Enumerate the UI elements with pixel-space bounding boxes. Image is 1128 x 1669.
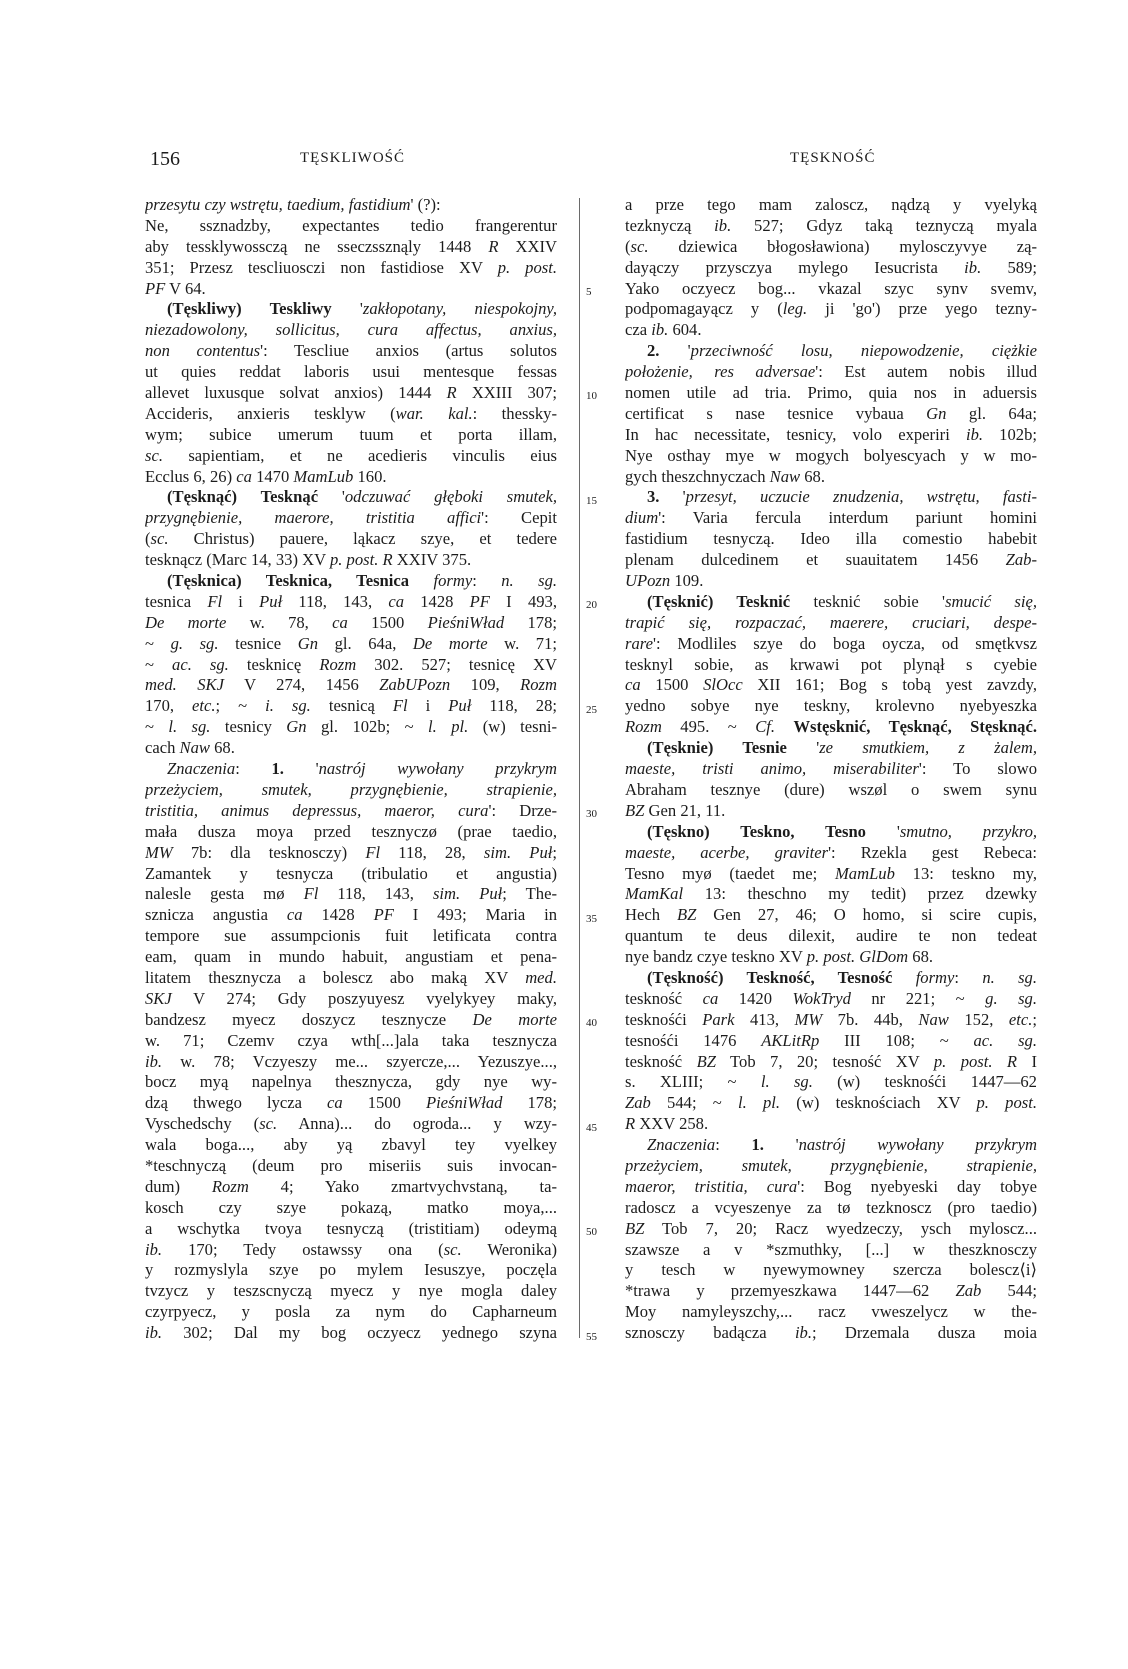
text-line: Accideris, anxieris tesklyw (war. kal.: thessky- <box>145 403 557 423</box>
text-line: maeste, acerbe, graviter': Rzekla gest Rebeca: <box>625 842 1037 862</box>
text-line: (sc. Christus) pauere, ląkacz szye, et tedere <box>145 529 557 549</box>
text-line: 2. 'przeciwność losu, niepowodzenie, ciężkie <box>647 341 1037 361</box>
text-line: non contentus': Tescliue anxios (artus solutos <box>145 341 557 361</box>
text-line: gych theszchnyczach Naw 68. <box>625 466 825 486</box>
text-line: yedno sobye nye teskny, krolevno nyebyeszka <box>625 696 1037 716</box>
text-line: quantum te deus dilexit, audire te non tedeat <box>625 926 1037 946</box>
text-line: wym; subice umerum tuum et porta illam, <box>145 424 557 444</box>
text-line: Tesno myø (taedet me; MamLub 13: teskno my, <box>625 863 1037 883</box>
text-line: tvzycz y teszscnyczą myecz y nye mogla daley <box>145 1281 557 1301</box>
text-line: czyrpyecz, y posla za nym do Capharneum <box>145 1302 557 1322</box>
text-line: szawsze a v *szmuthky, [...] w theszknosczy <box>625 1239 1037 1259</box>
text-line: Zamantek y tesnycza (tribulatio et angustia) <box>145 863 557 883</box>
text-line: fastidium tesnyczą. Ideo illa comestio habebit <box>625 529 1037 549</box>
text-line: położenie, res adversae': Est autem nobis illud <box>625 362 1037 382</box>
line-number: 30 <box>586 808 597 821</box>
text-line: BZ Gen 21, 11. <box>625 800 726 820</box>
text-line: mała dusza moya przed tesznyczø (prae taedio, <box>145 821 557 841</box>
text-line: sc. sapientiam, et ne acedieris vinculis eius <box>145 445 557 465</box>
text-line: SKJ V 274; Gdy poszyuyesz vyelykyey maky, <box>145 988 557 1008</box>
text-line: w. 71; Czemv czya wth[...]ala taka tesznycza <box>145 1030 557 1050</box>
line-number: 15 <box>586 494 597 507</box>
page-number: 156 <box>150 148 180 170</box>
line-number: 10 <box>586 390 597 403</box>
text-line: cza ib. 604. <box>625 320 702 340</box>
text-line: przesytu czy wstrętu, taedium, fastidium' (?): <box>145 195 441 214</box>
text-line: podpomagayącz y (leg. ji 'go') prze yego tezny- <box>625 299 1037 319</box>
text-line: a prze tego mam zaloscz, nądzą y vyelyką <box>625 195 1037 214</box>
right-column <box>625 195 1037 1344</box>
text-line: MamKal 13: theschno my tedit) przez dzewky <box>625 884 1037 904</box>
text-line: litatem thesznycza a bolescz abo maką XV med. <box>145 967 557 987</box>
text-line: (sc. dziewica błogosławiona) mylosczyvye zą- <box>625 236 1037 256</box>
text-line: 170, etc.; ~ i. sg. tesnicą Fl i Puł 118, 28; <box>145 696 557 716</box>
text-line: Ne, ssznadzby, expectantes tedio frangerentur <box>145 215 557 235</box>
line-number: 55 <box>586 1330 597 1343</box>
text-line: ~ l. sg. tesnicy Gn gl. 102b; ~ l. pl. (w) tesni- <box>145 717 557 737</box>
text-line: teskność BZ Tob 7, 20; tesność XV p. post. R I <box>625 1051 1037 1071</box>
text-line: tesnośći 1476 AKLitRp III 108; ~ ac. sg. <box>625 1030 1037 1050</box>
text-line: *teschnyczą (deum pro miseriis suis invocan- <box>145 1155 557 1175</box>
text-line: Znaczenia: 1. 'nastrój wywołany przykrym <box>167 759 557 779</box>
text-line: (Tęsknąć) Tesknąć 'odczuwać głęboki smutek, <box>167 487 557 507</box>
line-number: 40 <box>586 1017 597 1030</box>
text-line: aby tessklywossczą ne sseczssznąly 1448 R XXIV <box>145 236 557 256</box>
running-head-right: TĘSKNOŚĆ <box>790 150 876 166</box>
text-line: Ecclus 6, 26) ca 1470 MamLub 160. <box>145 466 387 486</box>
text-line: allevet luxusque solvat anxios) 1444 R XXIII 307; <box>145 383 557 403</box>
text-line: ~ g. sg. tesnice Gn gl. 64a, De morte w. 71; <box>145 633 557 653</box>
running-head-left: TĘSKLIWOŚĆ <box>300 150 405 166</box>
text-line: maeror, tristitia, cura': Bog nyebyeski day tobye <box>625 1176 1037 1196</box>
text-line: dum) Rozm 4; Yako zmartvychvstaną, ta- <box>145 1176 557 1196</box>
line-number: 45 <box>586 1121 597 1134</box>
text-line: rare': Modliles szye do boga oycza, od smętkvsz <box>625 633 1037 653</box>
text-line: De morte w. 78, ca 1500 PieśniWład 178; <box>145 612 557 632</box>
text-line: (Tęskno) Teskno, Tesno 'smutno, przykro, <box>647 821 1037 841</box>
text-line: Yako oczyecz bog... vkazal szyc synv svemv, <box>625 278 1037 298</box>
column-divider <box>579 198 580 1338</box>
text-line: ib. w. 78; Vczyeszy me... szyercze,... Yezuszye..., <box>145 1051 557 1071</box>
text-line: Hech BZ Gen 27, 46; O homo, si scire cupis, <box>625 905 1037 925</box>
text-line: In hac necessitate, tesnicy, volo experiri ib. 102b; <box>625 424 1037 444</box>
text-line: przeżyciem, smutek, przygnębienie, strapienie, <box>625 1155 1037 1175</box>
text-line: UPozn 109. <box>625 571 704 591</box>
text-line: med. SKJ V 274, 1456 ZabUPozn 109, Rozm <box>145 675 557 695</box>
text-line: tesnica Fl i Puł 118, 143, ca 1428 PF I 493, <box>145 591 557 611</box>
text-line: bocz myą napelnya thesznycza, gdy nye wy- <box>145 1072 557 1092</box>
text-line: *trawa y przemyeszkawa 1447—62 Zab 544; <box>625 1281 1037 1301</box>
text-line: nye bandz czye teskno XV p. post. GlDom 68. <box>625 947 934 967</box>
text-line: s. XLIII; ~ l. sg. (w) tesknośći 1447—62 <box>625 1072 1037 1092</box>
text-line: ib. 302; Dal my bog oczyecz yednego szyna <box>145 1323 557 1343</box>
text-line: MW 7b: dla tesknosczy) Fl 118, 28, sim. Puł; <box>145 842 557 862</box>
text-line: (Tęsknie) Tesnie 'ze smutkiem, z żalem, <box>647 738 1037 758</box>
text-line: ca 1500 SlOcc XII 161; Bog s tobą yest zavzdy, <box>625 675 1037 695</box>
text-line: PF V 64. <box>145 278 206 298</box>
text-line: tesknyl sobie, as krwawi pot plynął s cyebie <box>625 654 1037 674</box>
text-line: y rozmyslyla szye po mylem Iesuszye, poczęla <box>145 1260 557 1280</box>
text-line: plenam dulcedinem et suauitatem 1456 Zab- <box>625 550 1037 570</box>
text-line: Moy namyleyszchy,... racz vweszelycz w the- <box>625 1302 1037 1322</box>
text-line: 351; Przesz tescliuosczi non fastidiose XV p. post. <box>145 257 557 277</box>
text-line: certificat s nase tesnice vybaua Gn gl. 64a; <box>625 403 1037 423</box>
text-line: Nye osthay mye w mogych bolyescyach y w mo- <box>625 445 1037 465</box>
line-number: 50 <box>586 1226 597 1239</box>
line-number: 20 <box>586 599 597 612</box>
text-line: dium': Varia fercula interdum pariunt homini <box>625 508 1037 528</box>
text-line: nalesle gesta mø Fl 118, 143, sim. Puł; The- <box>145 884 557 904</box>
text-line: (Tęsknica) Tesknica, Tesnica formy: n. sg. <box>167 571 557 591</box>
text-line: trapić się, rozpaczać, maerere, cruciari, despe- <box>625 612 1037 632</box>
line-number: 35 <box>586 912 597 925</box>
text-line: (Tęskliwy) Teskliwy 'zakłopotany, niespokojny, <box>167 299 557 319</box>
text-line: wala boga..., aby yą zbavyl tey vyelkey <box>145 1135 557 1155</box>
text-line: 3. 'przesyt, uczucie znudzenia, wstrętu, fasti- <box>647 487 1037 507</box>
line-number: 25 <box>586 703 597 716</box>
text-line: tristitia, animus depressus, maeror, cura': Drze- <box>145 800 557 820</box>
text-line: radoscz a vcyeszenye za tø tezknoscz (pro taedio) <box>625 1197 1037 1217</box>
left-column <box>145 195 557 1344</box>
text-line: BZ Tob 7, 20; Racz wyedzeczy, ysch myloscz... <box>625 1218 1037 1238</box>
text-line: Vyschedschy (sc. Anna)... do ogroda... y wzy- <box>145 1114 557 1134</box>
text-line: kosch czy szye pokazą, matko moya,... <box>145 1197 557 1217</box>
text-line: przeżyciem, smutek, przygnębienie, strapienie, <box>145 779 557 799</box>
text-line: tesknośći Park 413, MW 7b. 44b, Naw 152, etc.; <box>625 1009 1037 1029</box>
line-number: 5 <box>586 285 592 298</box>
text-line: ib. 170; Tedy ostawssy ona (sc. Weronika) <box>145 1239 557 1259</box>
text-line: cach Naw 68. <box>145 738 235 758</box>
text-line: teskność ca 1420 WokTryd nr 221; ~ g. sg. <box>625 988 1037 1008</box>
text-line: Rozm 495. ~ Cf. Wstęsknić, Tęsknąć, Stęsknąć. <box>625 717 1037 737</box>
text-line: dzą thwego lycza ca 1500 PieśniWład 178; <box>145 1093 557 1113</box>
text-line: y tesch w nyewymowney szercza bolescz⟨i⟩ <box>625 1260 1037 1280</box>
text-line: sznicza angustia ca 1428 PF I 493; Maria in <box>145 905 557 925</box>
text-line: (Tęskność) Teskność, Tesność formy: n. sg. <box>647 967 1037 987</box>
text-line: tempore sue assumpcionis fuit letificata contra <box>145 926 557 946</box>
text-line: Abraham tesznye (dure) wszøl o swem synu <box>625 779 1037 799</box>
text-line: (Tęsknić) Tesknić tesknić sobie 'smucić się, <box>647 591 1037 611</box>
text-line: tezknyczą ib. 527; Gdyz taką teznyczą myala <box>625 215 1037 235</box>
text-line: niezadowolony, sollicitus, cura affectus, anxius, <box>145 320 557 340</box>
text-line: maeste, tristi animo, miserabiliter': To slowo <box>625 759 1037 779</box>
text-line: sznosczy badącza ib.; Drzemala dusza moia <box>625 1323 1037 1343</box>
text-line: ~ ac. sg. tesknicę Rozm 302. 527; tesnicę XV <box>145 654 557 674</box>
text-line: tesknącz (Marc 14, 33) XV p. post. R XXIV 375. <box>145 550 472 570</box>
text-line: R XXV 258. <box>625 1114 709 1134</box>
text-line: bandzesz myecz doszycz tesznycze De morte <box>145 1009 557 1029</box>
text-line: Znaczenia: 1. 'nastrój wywołany przykrym <box>647 1135 1037 1155</box>
page-header <box>0 148 1128 178</box>
text-line: przygnębienie, maerore, tristitia affici': Cepit <box>145 508 557 528</box>
text-line: nomen utile ad tria. Primo, quia nos in aduersis <box>625 383 1037 403</box>
text-line: eam, quam in mundo habuit, angustiam et pena- <box>145 947 557 967</box>
text-line: a wschytka tvoya tesnyczą (tristitiam) odeymą <box>145 1218 557 1238</box>
text-line: Zab 544; ~ l. pl. (w) tesknościach XV p. post. <box>625 1093 1037 1113</box>
text-line: ut quies reddat laboris usui mentesque fessas <box>145 362 557 382</box>
text-line: dayączy przysczya mylego Iesucrista ib. 589; <box>625 257 1037 277</box>
